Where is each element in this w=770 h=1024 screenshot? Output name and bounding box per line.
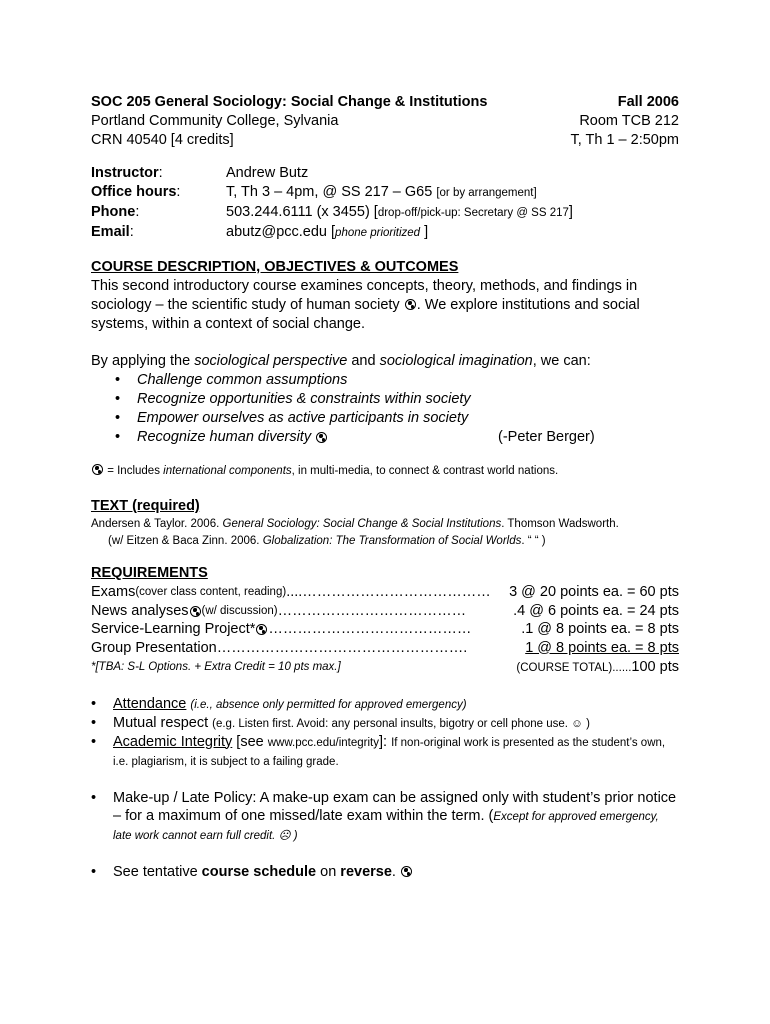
legend-b: international components	[163, 465, 292, 477]
respect-label: Mutual respect	[113, 714, 213, 731]
makeup-note: Except for approved emergency, late work cannot earn full credit. ☹ )	[113, 810, 659, 842]
requirement-note: (w/ discussion)	[201, 604, 278, 617]
textbook2-ditto: . “ “ )	[521, 535, 546, 547]
schedule-b: course schedule	[201, 863, 317, 880]
schedule-a: See tentative	[113, 863, 202, 880]
globe-icon	[256, 624, 267, 635]
integrity-see: [see	[232, 733, 268, 750]
list-item: • Challenge common assumptions	[91, 371, 679, 390]
integrity-close: ]:	[378, 733, 392, 750]
list-item: • Recognize opportunities & constraints within society	[91, 390, 679, 409]
requirement-value: .1 @ 8 points ea. = 8 pts	[521, 621, 679, 637]
textbook2-authors: (w/ Eitzen & Baca Zinn. 2006.	[108, 535, 263, 547]
phone-value: 503.244.6111 (x 3455) [	[226, 204, 378, 220]
college: Portland Community College, Sylvania	[91, 113, 339, 129]
integrity-label: Academic Integrity	[113, 733, 233, 750]
requirement-value: .4 @ 6 points ea. = 24 pts	[513, 602, 679, 619]
globe-icon	[316, 432, 327, 443]
list-item	[91, 733, 679, 771]
email-note: phone prioritized	[335, 227, 421, 239]
quote-author: (-Peter Berger)	[498, 429, 595, 445]
requirement-label: Exams	[91, 584, 136, 600]
legend-a: = Includes	[104, 465, 164, 477]
globe-icon	[405, 299, 416, 310]
meeting-time: T, Th 1 – 2:50pm	[570, 132, 679, 148]
list-item: • Empower ourselves as active participants in society	[91, 409, 679, 428]
total-value: 100 pts	[631, 659, 679, 675]
requirement-value: 1 @ 8 points ea. = 8 pts	[525, 639, 679, 656]
globe-icon	[401, 866, 412, 877]
requirement-label: Group Presentation	[91, 639, 217, 656]
course-title: SOC 205 General Sociology: Social Change & Institutions	[91, 94, 488, 110]
imagination-term: sociological imagination	[379, 353, 533, 369]
requirement-row	[91, 639, 679, 658]
description-heading: COURSE DESCRIPTION, OBJECTIVES & OUTCOMES	[91, 259, 459, 275]
office-hours-value: T, Th 3 – 4pm, @ SS 217 – G65	[226, 184, 437, 200]
phone-note: drop-off/pick-up: Secretary @ SS 217	[377, 207, 569, 219]
instructor-info: Instructor: Andrew Butz Office hours: T, Th 3 – 4pm, @ SS 217 – G65 [or by arrangement] Phone: 503.244.6111 (x 3455) [drop-off/pick-up: Secretary @ SS 217] Email: abutz@pcc.edu [phone prioritized ]	[91, 165, 573, 240]
attendance-note: (i.e., absence only permitted for approved emergency)	[190, 698, 467, 711]
makeup-policy: Make-up / Late Policy: A make-up exam can be assigned only with student’s prior notice – for a maximum of one missed/late exam within the term. (	[113, 789, 677, 824]
requirement-row	[91, 602, 679, 621]
list-item	[91, 428, 679, 447]
instructor-label: Instructor	[91, 165, 159, 181]
textbook-title: General Sociology: Social Change & Social Institutions	[222, 518, 502, 530]
list-item	[91, 714, 679, 733]
perspective-and: and	[347, 353, 380, 369]
dot-leader: …………………………………	[277, 602, 467, 619]
requirement-value: 3 @ 20 points ea. = 60 pts	[509, 584, 679, 600]
email-label: Email	[91, 224, 130, 240]
dot-leader: …………………………………………….	[216, 639, 468, 656]
textbook2-title: Globalization: The Transformation of Social Worlds	[262, 535, 522, 547]
legend-c: , in multi-media, to connect & contrast world nations.	[291, 465, 559, 477]
list-item	[91, 789, 679, 845]
globe-icon	[92, 464, 103, 475]
room: Room TCB 212	[579, 113, 679, 129]
text-section	[91, 497, 679, 550]
integrity-url: www.pcc.edu/integrity	[267, 736, 379, 749]
description-line-2: sociology – the scientific study of human society	[91, 297, 400, 313]
requirement-label: Service-Learning Project*	[91, 621, 256, 637]
schedule-d: reverse	[340, 863, 392, 880]
description-line-2b: . We explore institutions and social	[416, 297, 640, 313]
total-label: (COURSE TOTAL)......	[516, 662, 632, 674]
policies-list	[91, 695, 679, 881]
description-section	[91, 258, 679, 479]
schedule-c: on	[316, 863, 341, 880]
requirements-footnote: *[TBA: S-L Options. + Extra Credit = 10 pts max.]	[91, 661, 341, 673]
list-item	[91, 863, 679, 881]
textbook-publisher: . Thomson Wadsworth.	[501, 518, 619, 530]
perspective-term: sociological perspective	[194, 353, 348, 369]
requirement-note: (cover class content, reading)	[135, 586, 287, 598]
globe-icon	[190, 606, 201, 617]
attendance-label: Attendance	[113, 695, 187, 712]
requirement-row	[91, 620, 679, 639]
list-item-text: • Recognize human diversity	[137, 429, 312, 445]
description-line-1: This second introductory course examines concepts, theory, methods, and findings in	[91, 278, 638, 294]
objectives-list	[91, 371, 679, 447]
requirements-heading: REQUIREMENTS	[91, 565, 208, 581]
instructor-value: Andrew Butz	[226, 165, 309, 181]
integrity-note: If non-original work is presented as the student’s own, i.e. plagiarism, it is subject to a failing grade.	[113, 736, 666, 768]
textbook-authors: Andersen & Taylor. 2006.	[91, 518, 223, 530]
dot-leader: ……………………………………	[268, 621, 472, 637]
crn: CRN 40540 [4 credits]	[91, 132, 234, 148]
schedule-e: .	[391, 863, 400, 880]
term: Fall 2006	[617, 94, 679, 110]
requirement-label: News analyses	[91, 602, 189, 619]
respect-note: (e.g. Listen first. Avoid: any personal insults, bigotry or cell phone use. ☺ )	[212, 717, 590, 730]
requirements-section	[91, 564, 679, 678]
description-line-3: systems, within a context of social change.	[91, 316, 366, 332]
perspective-tail: , we can:	[532, 353, 591, 369]
phone-label: Phone	[91, 204, 136, 220]
text-heading: TEXT (required)	[91, 498, 200, 514]
header	[91, 93, 679, 150]
requirements-total-row	[91, 658, 679, 678]
requirement-row	[91, 583, 679, 602]
perspective-intro: By applying the	[91, 353, 195, 369]
office-hours-note: [or by arrangement]	[436, 187, 537, 199]
list-item	[91, 695, 679, 714]
email-value: abutz@pcc.edu [	[226, 224, 336, 240]
office-hours-label: Office hours	[91, 184, 177, 200]
dot-leader: ....…………………………………	[286, 584, 491, 600]
syllabus-page	[91, 93, 679, 881]
